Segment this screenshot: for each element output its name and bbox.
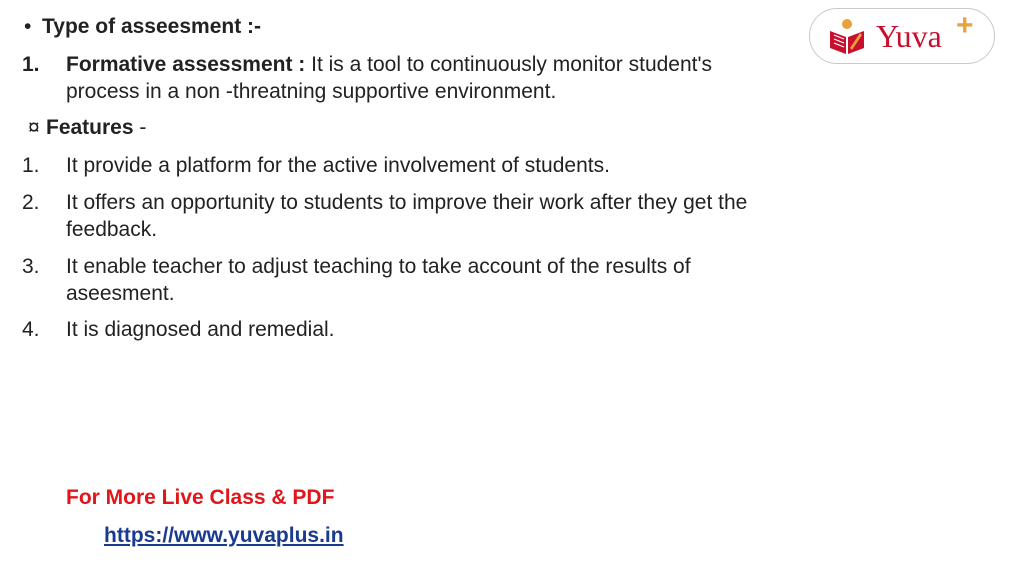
formative-desc-2: process in a non -threatning supportive environment. [66,80,557,103]
feature-number: 3. [22,255,40,278]
yuvaplus-logo[interactable] [809,8,995,64]
feature-number: 1. [22,154,40,177]
feature-text: feedback. [66,218,158,241]
formative-number: 1. [22,53,40,76]
website-link[interactable]: https://www.yuvaplus.in [104,524,344,547]
formative-desc-1: It is a tool to continuously monitor student's [305,53,713,76]
formative-colon: : [292,53,306,76]
feature-text: It offers an opportunity to students to improve their work after they get the [66,191,748,214]
feature-text: aseesment. [66,282,175,305]
formative-title: Formative assessment [66,53,293,76]
live-class-cta: For More Live Class & PDF [66,486,335,509]
book-pen-logo-icon [826,17,868,57]
formative-text [66,52,712,78]
features-label: Features [46,116,134,139]
logo-text: Yuva [876,18,942,54]
feature-text: It enable teacher to adjust teaching to take account of the results of [66,255,691,278]
heading-bullet: • [24,15,32,38]
features-suffix: - [133,116,147,139]
feature-number: 2. [22,191,40,214]
feature-text: It is diagnosed and remedial. [66,318,335,341]
features-symbol: ¤ [28,116,40,139]
feature-text: It provide a platform for the active involvement of students. [66,154,610,177]
logo-plus: + [956,9,974,42]
heading-text: Type of asseesment :- [42,15,262,38]
feature-number: 4. [22,318,40,341]
